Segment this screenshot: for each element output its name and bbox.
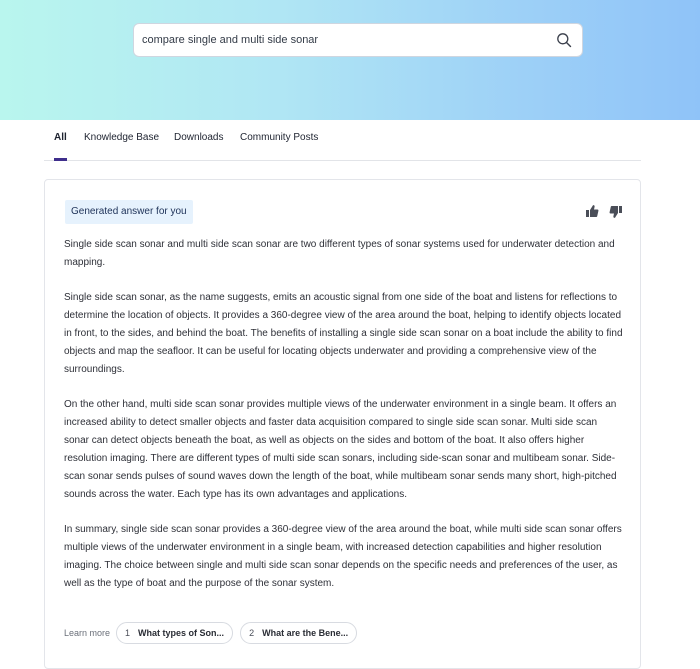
generated-answer-text: [64, 236, 624, 610]
thumbs-up-icon[interactable]: [585, 204, 599, 218]
answer-paragraph: In summary, single side scan sonar provides a 360-degree view of the area around the boat, while multi side scan sonar offers multiple views of the underwater environment in a single beam, with increased detection capabilities and higher resolution imaging. The choice between single and multi side scan sonar depends on the specific needs and preferences of the user, as well as the type of boat and the purpose of the sonar system.: [64, 524, 622, 589]
search-input[interactable]: [142, 24, 542, 56]
answer-paragraph: Single side scan sonar and multi side scan sonar are two different types of sonar systems used for underwater detection and mapping.: [64, 239, 615, 268]
source-chip-2[interactable]: [240, 622, 357, 644]
tab-all[interactable]: All: [54, 121, 67, 160]
answer-paragraph: On the other hand, multi side scan sonar provides multiple views of the underwater environment in a single beam. It offers an increased ability to detect smaller objects and faster data acquisition compared to single side scan sonar. Multi side scan sonar can detect objects beneath the boat, as well as objects on the sides and bottom of the boat. It also offers higher resolution imaging. There are different types of multi side scan sonars, including side-scan sonar and multibeam sonar. Side-scan sonar sends pulses of sound waves down the length of the boat, while multibeam sonar sends many short, high-pitched sounds across the water. Each type has its own advantages and applications.: [64, 399, 617, 500]
learn-more-label: Learn more: [64, 628, 111, 638]
search-box[interactable]: [133, 23, 583, 57]
source-title: What are the Bene...: [262, 628, 349, 638]
source-chip-1[interactable]: [116, 622, 233, 644]
source-title: What types of Son...: [138, 628, 225, 638]
tab-downloads[interactable]: Downloads: [174, 132, 224, 143]
thumbs-down-icon[interactable]: [609, 205, 623, 219]
search-icon[interactable]: [556, 32, 572, 48]
generated-answer-card: [44, 179, 641, 669]
result-tabs: [44, 121, 641, 161]
tab-knowledge-base[interactable]: Knowledge Base: [84, 132, 160, 143]
answer-paragraph: Single side scan sonar, as the name suggests, emits an acoustic signal from one side of the boat and listens for reflections to determine the location of objects. It provides a 360-degree view of the area around the boat, helping to identify objects located in front, to the sides, and behind the boat. The benefits of installing a single side scan sonar on a boat include the ability to find objects and map the seafloor. It can be useful for locating objects underwater and providing a comprehensive view of the surroundings.: [64, 292, 623, 375]
source-number: 1: [125, 628, 131, 638]
source-number: 2: [249, 628, 255, 638]
search-hero-banner: [0, 0, 700, 120]
generated-answer-badge: Generated answer for you: [65, 200, 193, 224]
tab-community-posts[interactable]: Community Posts: [240, 132, 319, 143]
learn-more-row: [64, 622, 364, 644]
